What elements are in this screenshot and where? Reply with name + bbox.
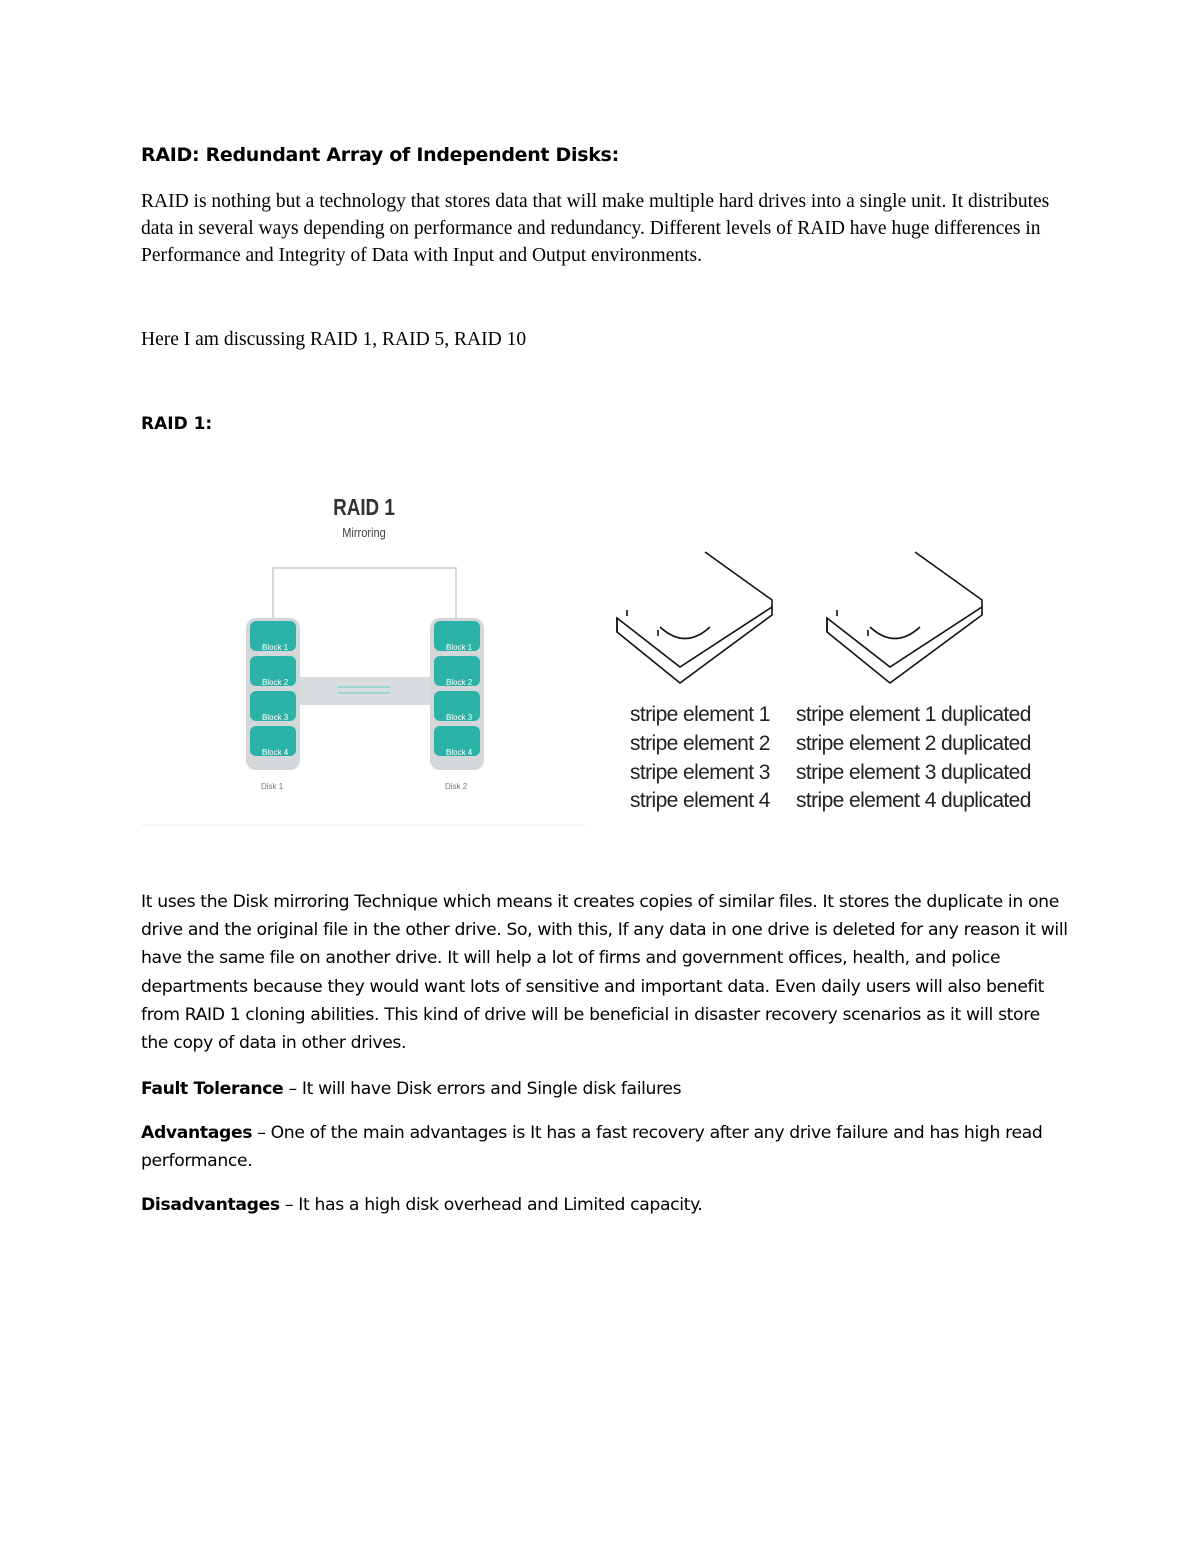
disk2-block-3: Block 3 — [446, 713, 473, 722]
disk1-block-2: Block 2 — [262, 678, 289, 687]
disadvantages-text: – It has a high disk overhead and Limited capacity. — [279, 1195, 703, 1215]
intro-paragraph: RAID is nothing but a technology that stores data that will make multiple hard drives into a single unit. It distributes data in several ways depending on performance and redundancy. Different levels of RAID have huge differences in Performance and Integrity of Data with Input and Output environments. — [141, 191, 1050, 266]
stripe-element-3: stripe element 3 — [630, 761, 770, 784]
disk2-block-1: Block 1 — [446, 643, 473, 652]
disk-2 — [430, 618, 484, 791]
mirror-connector — [298, 677, 430, 705]
disk1-name: Disk 1 — [261, 782, 284, 791]
disk2-block-4: Block 4 — [446, 748, 473, 757]
fault-tolerance-paragraph — [141, 1075, 681, 1103]
disk1-block-3: Block 3 — [262, 713, 289, 722]
disk2-name: Disk 2 — [445, 782, 468, 791]
document-heading: RAID: Redundant Array of Independent Disks: — [141, 144, 619, 166]
diagram-subtitle: Mirroring — [342, 525, 386, 541]
raid1-description-paragraph: It uses the Disk mirroring Technique which means it creates copies of similar files. It stores the duplicate in one drive and the original file in the other drive. So, with this, If any data in one drive is deleted for any reason it will have the same file on another drive. It will help a lot of firms and government offices, health, and police departments because they would want lots of sensitive and important data. Even daily users will also benefit from RAID 1 cloning abilities. This kind of drive will be beneficial in disaster recovery scenarios as it will store the copy of data in other drives. — [141, 892, 1068, 1054]
stripe-element-2-duplicated: stripe element 2 duplicated — [796, 732, 1031, 755]
raid1-mirroring-diagram — [140, 478, 590, 828]
stripe-element-1-duplicated: stripe element 1 duplicated — [796, 703, 1031, 726]
disk-platter-1-icon — [617, 552, 772, 683]
stripe-element-4: stripe element 4 — [630, 789, 770, 812]
diagram-title: RAID 1 — [333, 495, 395, 521]
stripe-element-3-duplicated: stripe element 3 duplicated — [796, 761, 1031, 784]
advantages-text: – One of the main advantages is It has a fast recovery after any drive failure and has high read performance. — [141, 1123, 1043, 1172]
stripe-element-4-duplicated: stripe element 4 duplicated — [796, 789, 1031, 812]
disk1-block-1: Block 1 — [262, 643, 289, 652]
disk-platter-2-icon — [827, 552, 982, 683]
fault-tolerance-label: Fault Tolerance — [141, 1079, 284, 1099]
disk-1 — [246, 618, 300, 791]
raid1-heading: RAID 1: — [141, 414, 213, 434]
disk2-block-2: Block 2 — [446, 678, 473, 687]
discussing-paragraph: Here I am discussing RAID 1, RAID 5, RAID 10 — [141, 329, 527, 350]
disk1-block-4: Block 4 — [262, 748, 289, 757]
advantages-paragraph — [141, 1119, 1071, 1175]
stripe-element-1: stripe element 1 — [630, 703, 770, 726]
advantages-label: Advantages — [141, 1123, 253, 1143]
mirror-bracket — [273, 568, 456, 618]
stripe-elements-diagram — [600, 540, 1040, 830]
disadvantages-label: Disadvantages — [141, 1195, 280, 1215]
stripe-element-2: stripe element 2 — [630, 732, 770, 755]
disadvantages-paragraph — [141, 1191, 703, 1219]
fault-tolerance-text: – It will have Disk errors and Single disk failures — [283, 1079, 682, 1099]
